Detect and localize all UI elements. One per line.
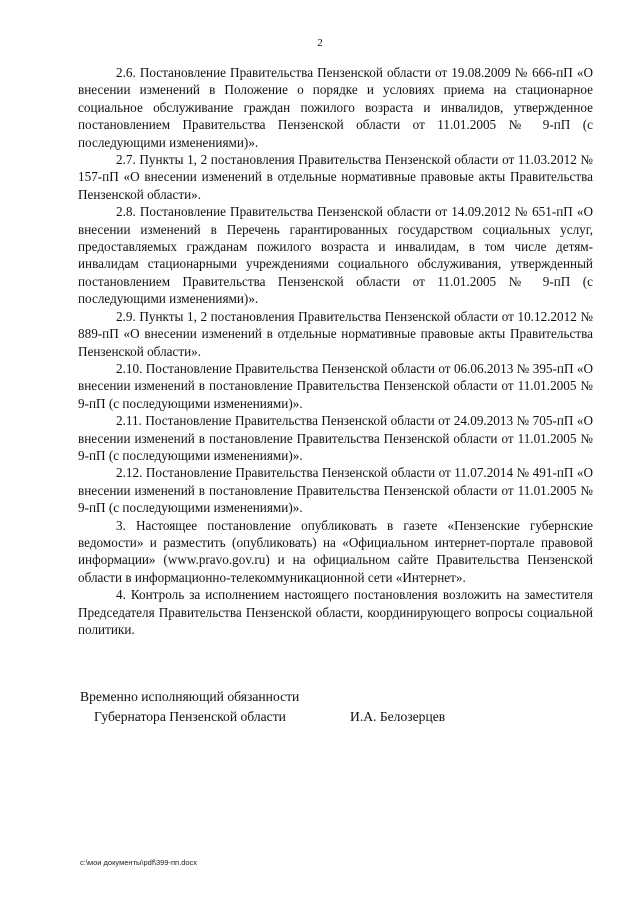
paragraph-2-10: 2.10. Постановление Правительства Пензенской области от 06.06.2013 № 395-пП «О внесении изменений в постановление Правительства Пензенской области от 11.01.2005 № 9-пП (с последующими изменениями)». [78,360,593,411]
paragraph-3: 3. Настоящее постановление опубликовать в газете «Пензенские губернские ведомости» и разместить (опубликовать) на «Официальном интернет-портале правовой информации» (www.pravo.gov.ru) и на официальном сайте Правительства Пензенской области в информационно-телекоммуникационной сети «Интернет». [78,517,593,585]
paragraph-2-6: 2.6. Постановление Правительства Пензенской области от 19.08.2009 № 666-пП «О внесении изменений в Положение о порядке и условиях приема на стационарное социальное обслуживание граждан пожилого возраста и инвалидов, утвержденное постановлением Правительства Пензенской области от 11.01.2005 № 9-пП (с последующими изменениями)». [78,65,593,150]
paragraph-2-8: 2.8. Постановление Правительства Пензенской области от 14.09.2012 № 651-пП «О внесении изменений в Перечень гарантированных государством социальных услуг, предоставляемых гражданам пожилого возраста и инвалидам, в том числе детям-инвалидам стационарными учреждениями социального обслуживания, утвержденный постановлением Правительства Пензенской области от 11.01.2005 № 9-пП (с последующими изменениями)». [78,204,593,307]
paragraph-2-7: 2.7. Пункты 1, 2 постановления Правительства Пензенской области от 11.03.2012 № 157-пП «О внесении изменений в отдельные нормативные правовые акты Правительства Пензенской области». [78,152,593,202]
signatory-title-line1: Временно исполняющий обязанности [80,689,300,704]
paragraph-2-12: 2.12. Постановление Правительства Пензенской области от 11.07.2014 № 491-пП «О внесении изменений в постановление Правительства Пензенской области от 11.01.2005 № 9-пП (с последующими изменениями)». [78,465,593,516]
paragraph-2-9: 2.9. Пункты 1, 2 постановления Правительства Пензенской области от 10.12.2012 № 889-пП «О внесении изменений в отдельные нормативные правовые акты Правительства Пензенской области». [78,308,593,359]
paragraph-2-11: 2.11. Постановление Правительства Пензенской области от 24.09.2013 № 705-пП «О внесении изменений в постановление Правительства Пензенской области от 11.01.2005 № 9-пП (с последующими изменениями)». [78,413,593,463]
paragraph-4: 4. Контроль за исполнением настоящего постановления возложить на заместителя Председателя Правительства Пензенской области, координирующего вопросы социальной политики. [78,587,593,637]
footer-file-path: c:\мои документы\pdf\399-пп.docx [80,858,198,867]
document-body [78,64,593,638]
page-number: 2 [317,37,323,49]
signatory-title-line2: Губернатора Пензенской области [94,709,286,724]
signatory-name: И.А. Белозерцев [350,709,446,724]
